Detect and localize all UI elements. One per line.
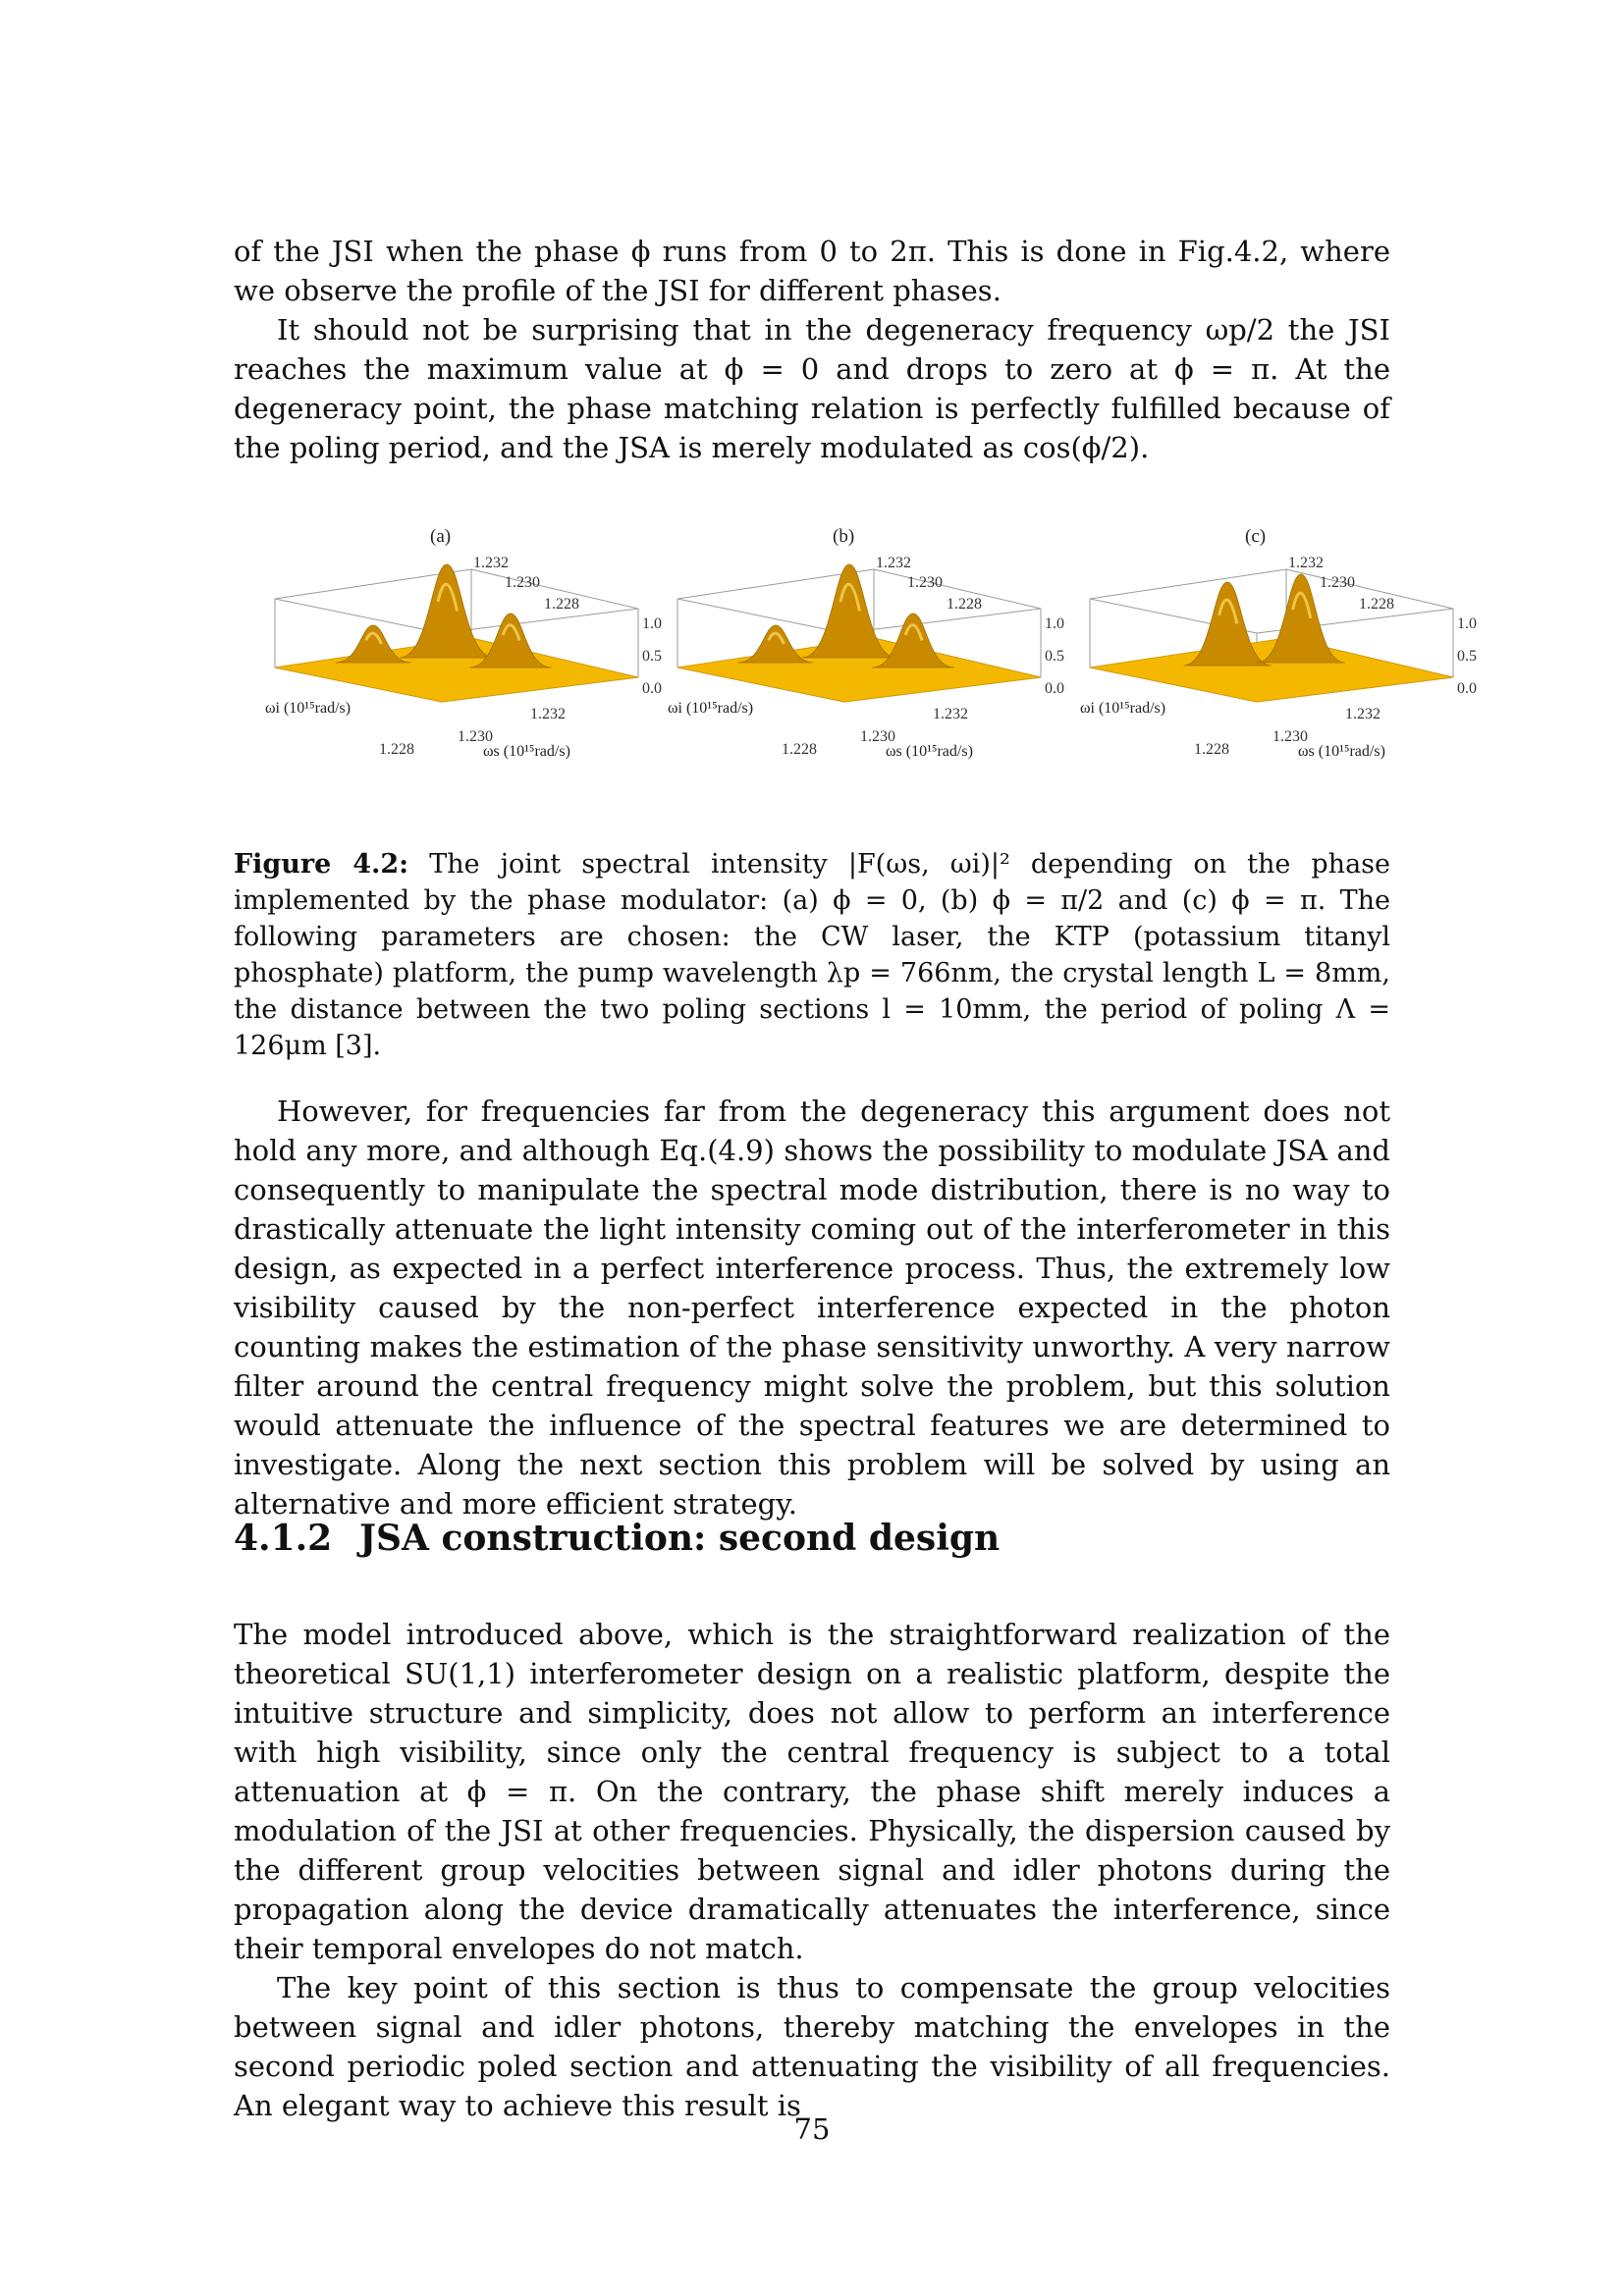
front-axis-tick: 1.230 xyxy=(458,728,493,745)
idler-axis-label: ωi (10¹⁵rad/s) xyxy=(1080,700,1166,717)
back-axis-tick: 1.228 xyxy=(947,596,982,613)
paragraph-5: The key point of this section is thus to compensate the group velocities between signal and idler photons, thereby matching the envelopes in the second periodic poled section and attenuating the visibility of all frequencies. An elegant way to achieve this result is xyxy=(234,1971,1390,2122)
front-axis-tick: 1.228 xyxy=(1194,741,1229,758)
z-axis-tick: 1.0 xyxy=(1045,615,1064,632)
z-axis-tick: 0.0 xyxy=(1457,680,1477,697)
front-axis-tick: 1.230 xyxy=(860,728,895,745)
jsi-plot xyxy=(265,520,677,825)
back-axis-tick: 1.230 xyxy=(907,574,943,591)
back-axis-tick: 1.232 xyxy=(876,555,911,571)
idler-axis-label: ωi (10¹⁵rad/s) xyxy=(265,700,352,717)
front-axis-tick: 1.232 xyxy=(1345,706,1380,722)
z-axis-tick: 0.0 xyxy=(642,680,662,697)
panel-label: (c) xyxy=(1245,526,1267,547)
z-axis-tick: 0.5 xyxy=(1045,648,1064,665)
paragraph-4: The model introduced above, which is the straightforward realization of the theoretical SU(1,1) interferometer design on a realistic platform, despite the intuitive structure and simplicity, does not allow to perform an interference with high visibility, since only the central frequency is subject to a total attenuation at ϕ = π. On the contrary, the phase shift merely induces a modulation of the JSI at other frequencies. Physically, the dispersion caused by the different group velocities between signal and idler photons during the propagation along the device dramatically attenuates the interference, since their temporal envelopes do not match. xyxy=(234,1618,1390,1965)
intro-paragraphs xyxy=(234,232,1390,467)
z-axis-tick: 0.0 xyxy=(1045,680,1064,697)
caption-label: Figure 4.2: xyxy=(234,849,409,880)
front-axis-tick: 1.232 xyxy=(933,706,968,722)
z-axis-tick: 1.0 xyxy=(1457,615,1477,632)
front-axis-tick: 1.228 xyxy=(782,741,817,758)
section-paragraphs xyxy=(234,1615,1390,2125)
z-axis-tick: 1.0 xyxy=(642,615,662,632)
section-title: JSA construction: second design xyxy=(359,1518,1001,1559)
signal-axis-label: ωs (10¹⁵rad/s) xyxy=(1298,743,1385,760)
figure-panel-a xyxy=(265,520,677,825)
figure-4-2 xyxy=(265,520,1477,825)
back-axis-tick: 1.230 xyxy=(1320,574,1355,591)
front-axis-tick: 1.232 xyxy=(530,706,566,722)
front-axis-tick: 1.228 xyxy=(379,741,414,758)
paragraph-1: of the JSI when the phase ϕ runs from 0 to 2π. This is done in Fig.4.2, where we observe the profile of the JSI for different phases. xyxy=(234,235,1390,307)
section-heading xyxy=(234,1516,1390,1561)
plot-box-edge xyxy=(1090,569,1286,599)
back-axis-tick: 1.232 xyxy=(1288,555,1324,571)
idler-axis-label: ωi (10¹⁵rad/s) xyxy=(668,700,754,717)
figure-panel-b xyxy=(668,520,1080,825)
z-axis-tick: 0.5 xyxy=(642,648,662,665)
signal-axis-label: ωs (10¹⁵rad/s) xyxy=(886,743,973,760)
figure-panel-c xyxy=(1080,520,1492,825)
page-number: 75 xyxy=(793,2112,831,2146)
plot-box-edge xyxy=(275,599,442,633)
caption-text: The joint spectral intensity |F(ωs, ωi)|² depending on the phase implemented by the phase modulator: (a) ϕ = 0, (b) ϕ = π/2 and (c) ϕ = π. The following parameters are chosen: the CW laser, the KTP (potassium titanyl phosphate) platform, the pump wavelength λp = 766nm, the crystal length L = 8mm, the distance between the two poling sections l = 10mm, the period of poling Λ = 126μm [3]. xyxy=(234,849,1390,1061)
front-axis-tick: 1.230 xyxy=(1272,728,1308,745)
section-number: 4.1.2 xyxy=(234,1518,333,1559)
paragraph-3: However, for frequencies far from the degeneracy this argument does not hold any more, and although Eq.(4.9) shows the possibility to modulate JSA and consequently to manipulate the spectral mode distribution, there is no way to drastically attenuate the light intensity coming out of the interferometer in this design, as expected in a perfect interference process. Thus, the extremely low visibility caused by the non-perfect interference expected in the photon counting makes the estimation of the phase sensitivity unworthy. A very narrow filter around the central frequency might solve the problem, but this solution would attenuate the influence of the spectral features we are determined to investigate. Along the next section this problem will be solved by using an alternative and more efficient strategy. xyxy=(234,1095,1390,1521)
jsi-plot xyxy=(668,520,1080,825)
figure-caption xyxy=(234,846,1390,1064)
discussion-paragraph xyxy=(234,1092,1390,1523)
plot-box-edge xyxy=(677,599,844,633)
paragraph-2: It should not be surprising that in the degeneracy frequency ωp/2 the JSI reaches the maximum value at ϕ = 0 and drops to zero at ϕ = π. At the degeneracy point, the phase matching relation is perfectly fulfilled because of the poling period, and the JSA is merely modulated as cos(ϕ/2). xyxy=(234,313,1390,464)
panel-label: (b) xyxy=(833,526,855,547)
back-axis-tick: 1.228 xyxy=(1359,596,1394,613)
back-axis-tick: 1.228 xyxy=(544,596,579,613)
panel-label: (a) xyxy=(430,526,452,547)
jsi-plot xyxy=(1080,520,1492,825)
back-axis-tick: 1.232 xyxy=(473,555,509,571)
back-axis-tick: 1.230 xyxy=(505,574,540,591)
signal-axis-label: ωs (10¹⁵rad/s) xyxy=(483,743,570,760)
jsi-surface xyxy=(1090,638,1453,702)
z-axis-tick: 0.5 xyxy=(1457,648,1477,665)
